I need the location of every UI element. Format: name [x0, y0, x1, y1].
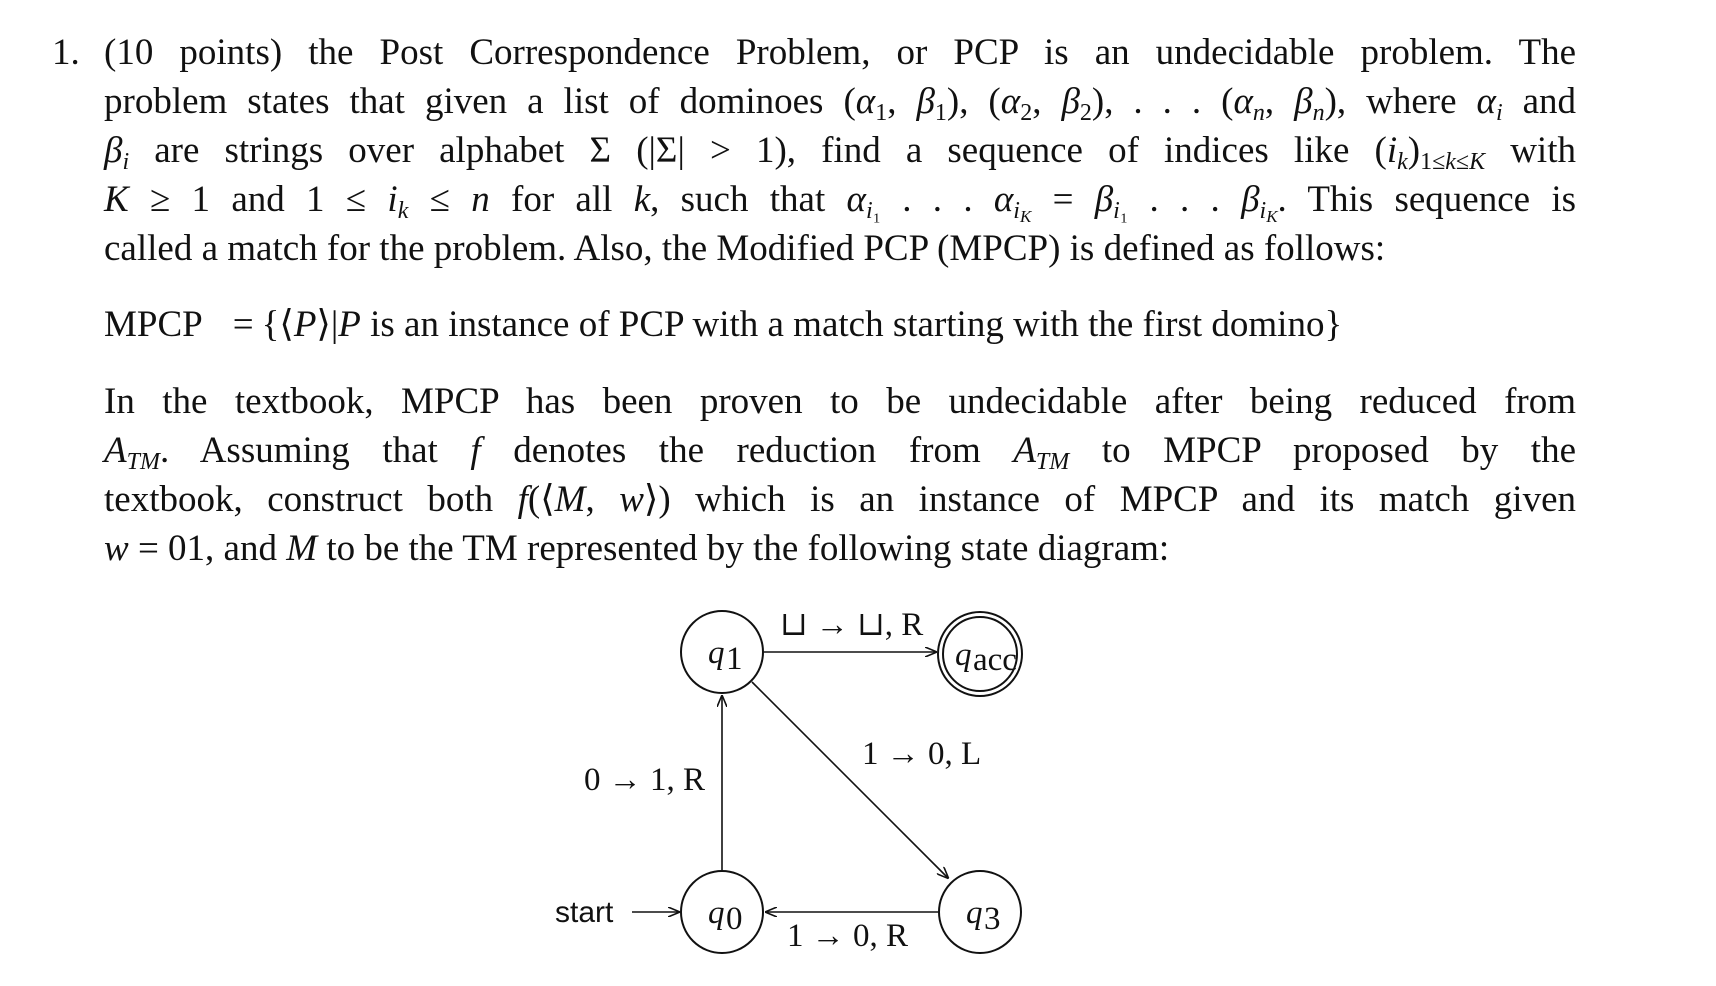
points-label: (10 points)	[104, 32, 283, 73]
state-qacc	[938, 612, 1022, 696]
transition-q1-q3-label: 1 → 0, L	[862, 736, 982, 772]
transition-q1-qacc-label: ⊔ → ⊔, R	[780, 607, 924, 643]
task-paragraph: In the textbook, MPCP has been proven to be undecidable after being reduced from $A_{TM}$. Assuming that f denotes the reduction from $A_{TM}$ to MPCP proposed by the textbook, construct both f(⟨M, w⟩) which is an instance of MPCP and its match given w = 01, and M to be the TM represented by the following state diagram:	[104, 381, 1577, 569]
definition-relation: =	[232, 304, 254, 345]
start-label: start	[555, 896, 614, 929]
state-qacc-sub: acc	[973, 642, 1017, 678]
state-q1-sub: 1	[726, 641, 743, 677]
state-q1	[681, 611, 763, 693]
transition-q0-q1-label: 0 → 1, R	[584, 762, 706, 798]
transition-q1-q3	[752, 682, 948, 878]
state-q3-sub: 3	[984, 901, 1001, 937]
state-q3	[939, 871, 1021, 953]
problem-number: 1.	[52, 32, 80, 73]
svg-text:q: q	[955, 637, 972, 673]
state-q0	[681, 871, 763, 953]
state-q0-sub: 0	[726, 901, 743, 937]
definition-lhs: MPCP	[104, 304, 203, 345]
mpcp-definition: MPCP = {⟨P⟩|P is an instance of PCP with a match starting with the first domino}	[104, 300, 1576, 349]
intro-paragraph: (10 points) the Post Correspondence Problem, or PCP is an undecidable problem. The problem states that given a list of dominoes ($\alpha_1$, $\beta_1$), ($\alpha_2$, $\beta_2$), . . . ($\alpha_n$, $\beta_n$), where $\alpha_i$ and $\beta_i$ are strings over alphabet Σ (|Σ| > 1), find a sequence of indices like $(i_k)_{1\le k\le K}$ with K ≥ 1 and $1 \le i_k \le n$ for all k, such that $\alpha_{i_1}$ . . . $\alpha_{i_K} = \beta_{i_1}$ . . . $\beta_{i_K}$. This sequence is called a match for the problem. Also, the Modified PCP (MPCP) is defined as follows:	[104, 32, 1577, 269]
svg-text:q: q	[708, 635, 725, 671]
transition-q3-q0-label: 1 → 0, R	[787, 918, 909, 954]
svg-text:q: q	[708, 895, 725, 931]
svg-text:q: q	[966, 895, 983, 931]
